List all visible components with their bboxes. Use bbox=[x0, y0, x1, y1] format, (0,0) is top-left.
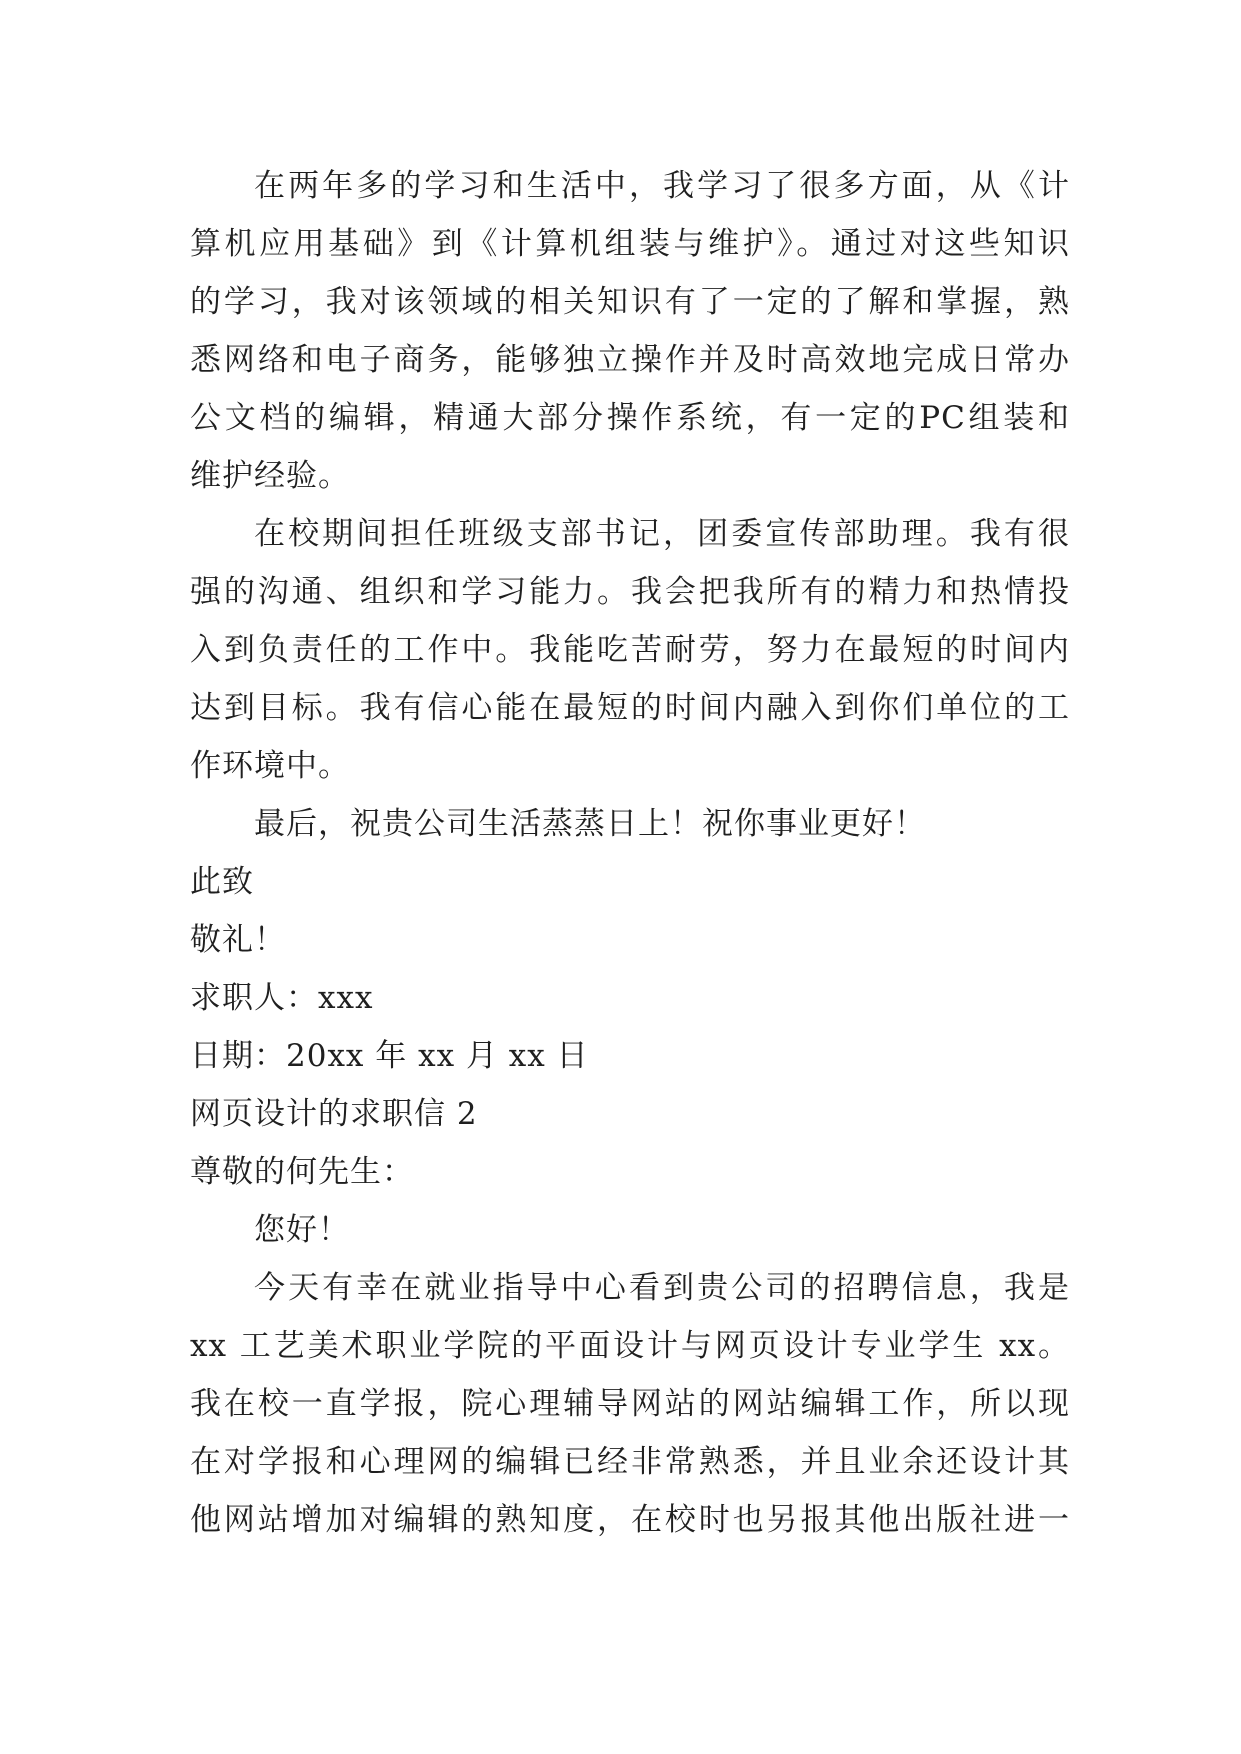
text-line: 最后，祝贵公司生活蒸蒸日上！祝你事业更好！ bbox=[254, 806, 926, 842]
text-line: 强的沟通、组织和学习能力。我会把我所有的精力和热情投 bbox=[190, 574, 1070, 610]
letter-date: 日期：20xx 年 xx 月 xx 日 bbox=[190, 1038, 589, 1074]
text-line: 的学习，我对该领域的相关知识有了一定的了解和掌握，熟 bbox=[190, 284, 1070, 320]
greeting: 您好！ bbox=[254, 1212, 350, 1248]
text-line: 悉网络和电子商务，能够独立操作并及时高效地完成日常办 bbox=[190, 342, 1070, 378]
text-line: xx 工艺美术职业学院的平面设计与网页设计专业学生 xx。 bbox=[190, 1328, 1070, 1364]
text-line: 在校期间担任班级支部书记，团委宣传部助理。我有很 bbox=[254, 516, 1070, 552]
text-line: 今天有幸在就业指导中心看到贵公司的招聘信息，我是 bbox=[254, 1270, 1070, 1306]
text-line: 达到目标。我有信心能在最短的时间内融入到你们单位的工 bbox=[190, 690, 1070, 726]
text-line: 入到负责任的工作中。我能吃苦耐劳，努力在最短的时间内 bbox=[190, 632, 1070, 668]
applicant-name: 求职人：xxx bbox=[190, 980, 374, 1016]
text-line: 公文档的编辑，精通大部分操作系统，有一定的PC组装和 bbox=[190, 400, 1070, 436]
closing-salutation: 此致 bbox=[190, 864, 254, 900]
greeting-recipient: 尊敬的何先生： bbox=[190, 1154, 414, 1190]
text-line: 他网站增加对编辑的熟知度，在校时也另报其他出版社进一 bbox=[190, 1502, 1070, 1538]
text-line: 在两年多的学习和生活中，我学习了很多方面，从《计 bbox=[254, 168, 1070, 204]
section-title: 网页设计的求职信 2 bbox=[190, 1096, 478, 1132]
closing-regards: 敬礼！ bbox=[190, 922, 286, 958]
text-line: 作环境中。 bbox=[190, 748, 350, 784]
text-line: 在对学报和心理网的编辑已经非常熟悉，并且业余还设计其 bbox=[190, 1444, 1070, 1480]
text-line: 算机应用基础》到《计算机组装与维护》。通过对这些知识 bbox=[190, 226, 1070, 262]
text-line: 我在校一直学报，院心理辅导网站的网站编辑工作，所以现 bbox=[190, 1386, 1070, 1422]
text-line: 维护经验。 bbox=[190, 458, 350, 494]
